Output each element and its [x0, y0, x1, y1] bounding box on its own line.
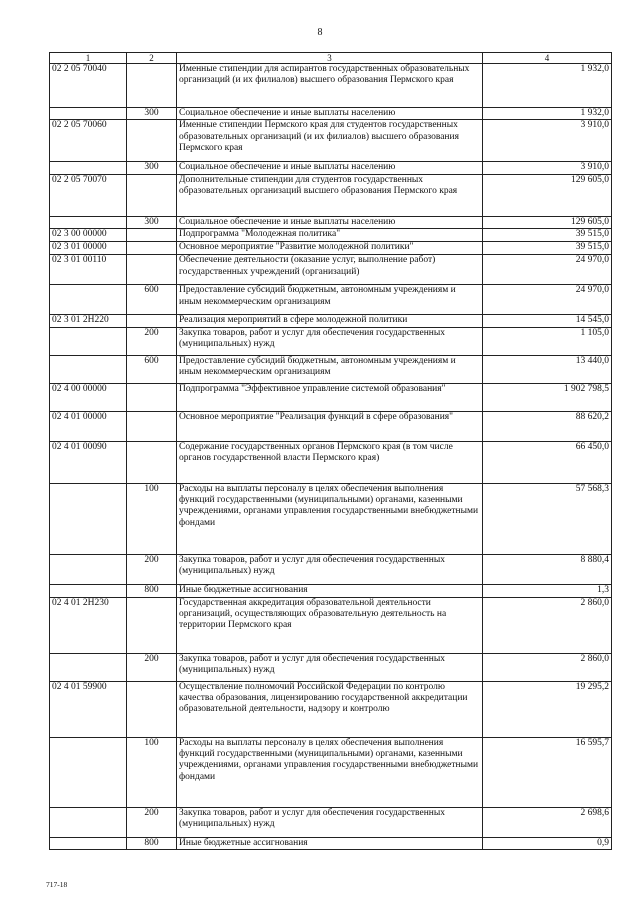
cell-expense-type: 300	[127, 162, 177, 174]
cell-expense-type	[127, 597, 177, 653]
cell-expense-type	[127, 174, 177, 216]
cell-description: Закупка товаров, работ и услуг для обеспечения государственных (муниципальных) нужд	[177, 554, 483, 584]
footer-code: 717-18	[46, 880, 68, 889]
table-row	[50, 837, 612, 849]
cell-expense-type: 600	[127, 285, 177, 315]
cell-expense-type	[127, 315, 177, 327]
cell-code: 02 3 01 00110	[50, 255, 127, 285]
cell-code	[50, 483, 127, 554]
cell-code	[50, 108, 127, 120]
table-row	[50, 327, 612, 355]
cell-description: Основное мероприятие "Реализация функций в сфере образования"	[177, 411, 483, 441]
cell-amount: 8 880,4	[483, 554, 612, 584]
cell-code: 02 3 00 00000	[50, 229, 127, 242]
table-row	[50, 383, 612, 411]
cell-description: Расходы на выплаты персоналу в целях обеспечения выполнения функций государственными (муниципальными) органами, казенными учреждениями, органами управления государственными внебюджетными фондами	[177, 737, 483, 807]
cell-amount: 129 605,0	[483, 216, 612, 228]
cell-code: 02 4 01 2Н230	[50, 597, 127, 653]
cell-description: Подпрограмма "Молодежная политика"	[177, 229, 483, 242]
cell-code: 02 3 01 00000	[50, 242, 127, 255]
cell-amount: 88 620,2	[483, 411, 612, 441]
cell-amount: 39 515,0	[483, 242, 612, 255]
cell-description: Иные бюджетные ассигнования	[177, 837, 483, 849]
cell-expense-type: 100	[127, 483, 177, 554]
table-row	[50, 807, 612, 837]
table-row	[50, 355, 612, 383]
header-cell-code: 1	[50, 53, 127, 64]
cell-amount: 2 860,0	[483, 653, 612, 681]
cell-description: Иные бюджетные ассигнования	[177, 584, 483, 597]
cell-amount: 24 970,0	[483, 255, 612, 285]
cell-amount: 1 902 798,5	[483, 383, 612, 411]
cell-code: 02 2 05 70070	[50, 174, 127, 216]
header-cell-amount: 4	[483, 53, 612, 64]
cell-expense-type: 200	[127, 807, 177, 837]
budget-table	[49, 52, 612, 850]
cell-expense-type: 300	[127, 216, 177, 228]
cell-code: 02 2 05 70040	[50, 64, 127, 108]
cell-amount: 1 932,0	[483, 108, 612, 120]
cell-expense-type: 200	[127, 653, 177, 681]
cell-description: Именные стипендии Пермского края для студентов государственных образовательных организаций (и их филиалов) высшего образования Пермского края	[177, 120, 483, 162]
cell-description: Предоставление субсидий бюджетным, автономным учреждениям и иным некоммерческим организациям	[177, 355, 483, 383]
cell-description: Социальное обеспечение и иные выплаты населению	[177, 216, 483, 228]
page-number: 8	[317, 27, 323, 38]
cell-amount: 14 545,0	[483, 315, 612, 327]
header-cell-description: 3	[177, 53, 483, 64]
cell-expense-type	[127, 242, 177, 255]
cell-expense-type	[127, 64, 177, 108]
table-row	[50, 441, 612, 483]
cell-description: Закупка товаров, работ и услуг для обеспечения государственных (муниципальных) нужд	[177, 327, 483, 355]
cell-expense-type: 100	[127, 737, 177, 807]
cell-description: Предоставление субсидий бюджетным, автономным учреждениям и иным некоммерческим организациям	[177, 285, 483, 315]
cell-code	[50, 554, 127, 584]
cell-code	[50, 653, 127, 681]
cell-description: Дополнительные стипендии для студентов государственных образовательных организаций высшего образования Пермского края	[177, 174, 483, 216]
cell-amount: 66 450,0	[483, 441, 612, 483]
table-row	[50, 554, 612, 584]
cell-amount: 24 970,0	[483, 285, 612, 315]
table-body	[50, 64, 612, 850]
cell-expense-type	[127, 383, 177, 411]
table-row	[50, 653, 612, 681]
cell-expense-type: 200	[127, 327, 177, 355]
cell-amount: 2 860,0	[483, 597, 612, 653]
cell-code	[50, 285, 127, 315]
cell-description: Закупка товаров, работ и услуг для обеспечения государственных (муниципальных) нужд	[177, 653, 483, 681]
cell-amount: 19 295,2	[483, 681, 612, 737]
cell-code: 02 4 01 00000	[50, 411, 127, 441]
table-row	[50, 162, 612, 174]
cell-code	[50, 837, 127, 849]
cell-description: Социальное обеспечение и иные выплаты населению	[177, 162, 483, 174]
table-row	[50, 315, 612, 327]
cell-code	[50, 355, 127, 383]
cell-description: Государственная аккредитация образовательной деятельности организаций, осуществляющих образовательную деятельность на территории Пермского края	[177, 597, 483, 653]
cell-expense-type	[127, 229, 177, 242]
table-row	[50, 584, 612, 597]
cell-expense-type: 800	[127, 837, 177, 849]
cell-description: Именные стипендии для аспирантов государственных образовательных организаций (и их филиалов) высшего образования Пермского края	[177, 64, 483, 108]
table-row	[50, 174, 612, 216]
cell-description: Расходы на выплаты персоналу в целях обеспечения выполнения функций государственными (муниципальными) органами, казенными учреждениями, органами управления государственными внебюджетными фондами	[177, 483, 483, 554]
cell-expense-type: 800	[127, 584, 177, 597]
table-row	[50, 229, 612, 242]
table-row	[50, 255, 612, 285]
cell-expense-type: 600	[127, 355, 177, 383]
table-row	[50, 108, 612, 120]
cell-expense-type: 200	[127, 554, 177, 584]
table-row	[50, 64, 612, 108]
cell-code	[50, 162, 127, 174]
cell-expense-type: 300	[127, 108, 177, 120]
cell-description: Осуществление полномочий Российской Федерации по контролю качества образования, лицензированию государственной аккредитации образовательной деятельности, надзору и контролю	[177, 681, 483, 737]
table-row	[50, 411, 612, 441]
cell-amount: 39 515,0	[483, 229, 612, 242]
cell-amount: 13 440,0	[483, 355, 612, 383]
cell-description: Закупка товаров, работ и услуг для обеспечения государственных (муниципальных) нужд	[177, 807, 483, 837]
cell-amount: 1 932,0	[483, 64, 612, 108]
cell-code: 02 4 00 00000	[50, 383, 127, 411]
header-cell-type: 2	[127, 53, 177, 64]
cell-code	[50, 327, 127, 355]
cell-description: Содержание государственных органов Пермского края (в том числе органов государственной власти Пермского края)	[177, 441, 483, 483]
cell-expense-type	[127, 120, 177, 162]
table-row	[50, 737, 612, 807]
table-row	[50, 285, 612, 315]
cell-amount: 1,3	[483, 584, 612, 597]
cell-expense-type	[127, 411, 177, 441]
cell-description: Реализация мероприятий в сфере молодежной политики	[177, 315, 483, 327]
table-row	[50, 242, 612, 255]
cell-amount: 3 910,0	[483, 120, 612, 162]
cell-description: Социальное обеспечение и иные выплаты населению	[177, 108, 483, 120]
table-row	[50, 597, 612, 653]
header-row	[50, 53, 612, 64]
cell-amount: 16 595,7	[483, 737, 612, 807]
cell-amount: 2 698,6	[483, 807, 612, 837]
cell-expense-type	[127, 681, 177, 737]
cell-code	[50, 216, 127, 228]
cell-amount: 57 568,3	[483, 483, 612, 554]
cell-amount: 3 910,0	[483, 162, 612, 174]
table-row	[50, 216, 612, 228]
cell-description: Основное мероприятие "Развитие молодежной политики"	[177, 242, 483, 255]
cell-code	[50, 737, 127, 807]
table-row	[50, 120, 612, 162]
cell-code: 02 3 01 2Н220	[50, 315, 127, 327]
table-row	[50, 483, 612, 554]
cell-amount: 0,9	[483, 837, 612, 849]
cell-description: Подпрограмма "Эффективное управление системой образования"	[177, 383, 483, 411]
cell-code: 02 2 05 70060	[50, 120, 127, 162]
cell-expense-type	[127, 441, 177, 483]
cell-code	[50, 584, 127, 597]
cell-code: 02 4 01 59900	[50, 681, 127, 737]
table-row	[50, 681, 612, 737]
cell-description: Обеспечение деятельности (оказание услуг, выполнение работ) государственных учреждений (организаций)	[177, 255, 483, 285]
cell-amount: 1 105,0	[483, 327, 612, 355]
cell-expense-type	[127, 255, 177, 285]
cell-code: 02 4 01 00090	[50, 441, 127, 483]
cell-code	[50, 807, 127, 837]
cell-amount: 129 605,0	[483, 174, 612, 216]
